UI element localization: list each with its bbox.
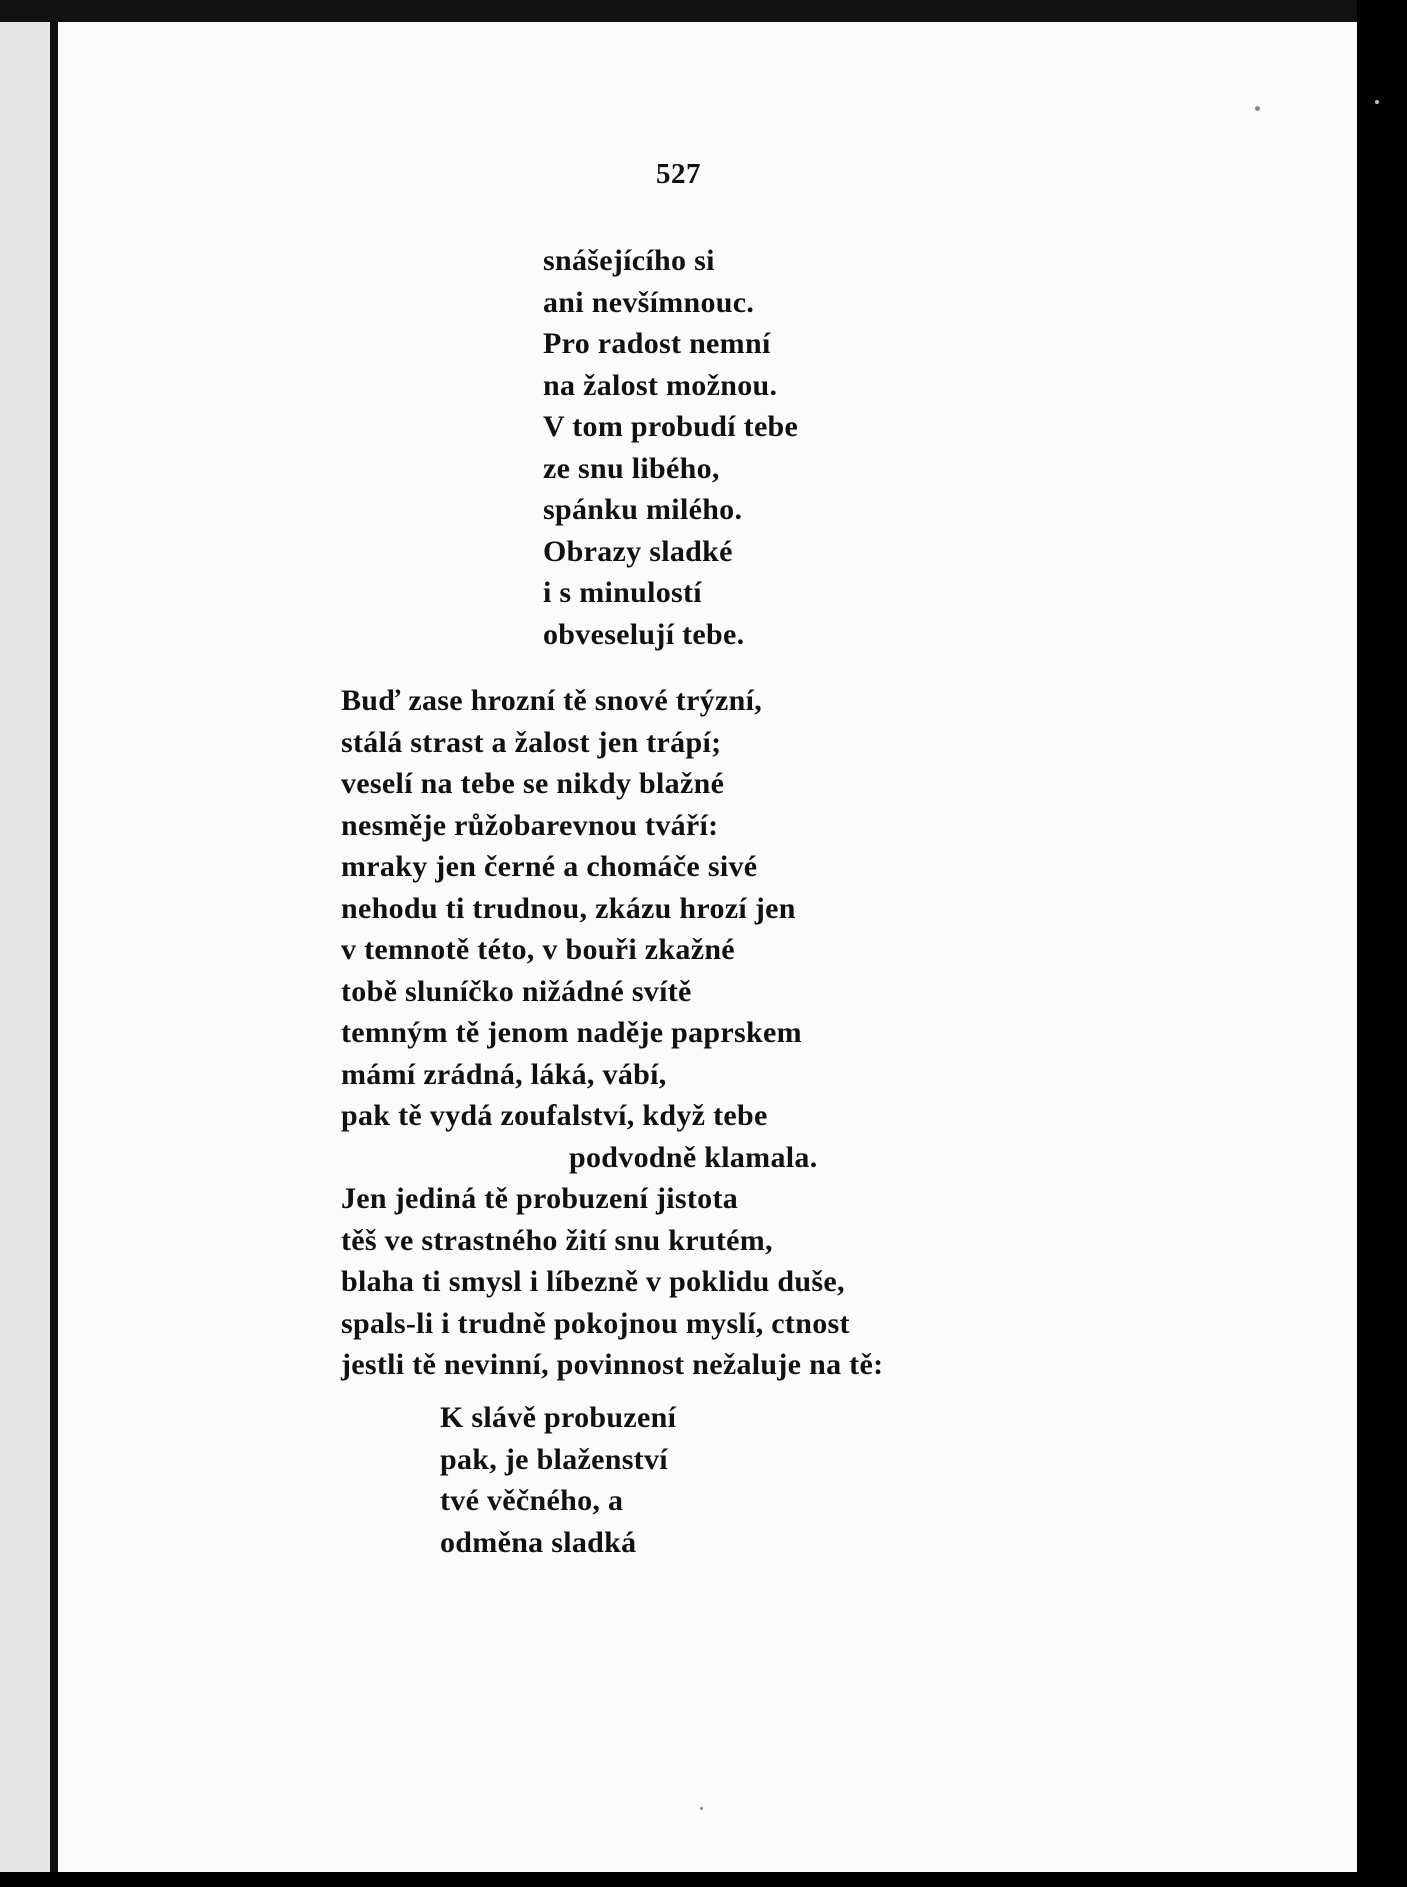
poem-line: tobě sluníčko nižádné svítě bbox=[341, 974, 692, 1008]
poem-line: ani nevšímnouc. bbox=[543, 285, 755, 319]
scan-speck bbox=[1375, 100, 1379, 104]
poem-line: nehodu ti trudnou, zkázu hrozí jen bbox=[341, 891, 796, 925]
poem-line: nesměje růžobarevnou tváří: bbox=[341, 808, 719, 842]
scan-gutter-line bbox=[50, 0, 58, 1887]
poem-line: obveselují tebe. bbox=[543, 617, 745, 651]
poem-line: mraky jen černé a chomáče sivé bbox=[341, 850, 758, 883]
stanza-3 bbox=[440, 1397, 676, 1563]
scan-right-edge bbox=[1357, 0, 1407, 1887]
scan-speck bbox=[1255, 106, 1260, 111]
poem-line: snášejícího si bbox=[543, 244, 715, 277]
stanza-1 bbox=[543, 240, 798, 655]
poem-line: těš ve strastného žití snu krutém, bbox=[341, 1223, 773, 1257]
poem-line: mámí zrádná, láká, vábí, bbox=[341, 1057, 667, 1091]
scan-speck bbox=[700, 1807, 703, 1810]
poem-line: stálá strast a žalost jen trápí; bbox=[341, 725, 722, 759]
poem-line: temným tě jenom naděje paprskem bbox=[341, 1016, 802, 1049]
page-number: 527 bbox=[656, 158, 701, 190]
scan-bottom-edge bbox=[0, 1872, 1407, 1887]
poem-line-indented: podvodně klamala. bbox=[569, 1140, 818, 1174]
poem-line: pak tě vydá zoufalství, když tebe bbox=[341, 1099, 768, 1132]
previous-page-sliver bbox=[0, 0, 50, 1887]
scan-top-edge bbox=[0, 0, 1407, 22]
poem-line: tvé věčného, a bbox=[440, 1484, 624, 1517]
poem-line: pak, je blaženství bbox=[440, 1442, 668, 1476]
poem-line: jestli tě nevinní, povinnost nežaluje na tě: bbox=[341, 1348, 884, 1381]
poem-line: ze snu libého, bbox=[543, 451, 720, 485]
poem-line: Jen jediná tě probuzení jistota bbox=[341, 1182, 739, 1215]
poem-line: V tom probudí tebe bbox=[543, 410, 799, 443]
poem-line: veselí na tebe se nikdy blažné bbox=[341, 767, 725, 800]
poem-line: K slávě probuzení bbox=[440, 1401, 677, 1434]
poem-line: Buď zase hrozní tě snové trýzní, bbox=[341, 684, 763, 717]
stanza-2 bbox=[341, 680, 883, 1386]
poem-line: odměna sladká bbox=[440, 1525, 637, 1559]
poem-line: blaha ti smysl i líbezně v poklidu duše, bbox=[341, 1265, 845, 1298]
poem-line: Pro radost nemní bbox=[543, 327, 771, 360]
poem-line: spals-li i trudně pokojnou myslí, ctnost bbox=[341, 1306, 850, 1340]
poem-line: na žalost možnou. bbox=[543, 368, 778, 402]
poem-line: v temnotě této, v bouři zkažné bbox=[341, 933, 735, 966]
poem-line: spánku milého. bbox=[543, 493, 743, 526]
poem-line: Obrazy sladké bbox=[543, 534, 733, 568]
poem-line: i s minulostí bbox=[543, 576, 702, 609]
